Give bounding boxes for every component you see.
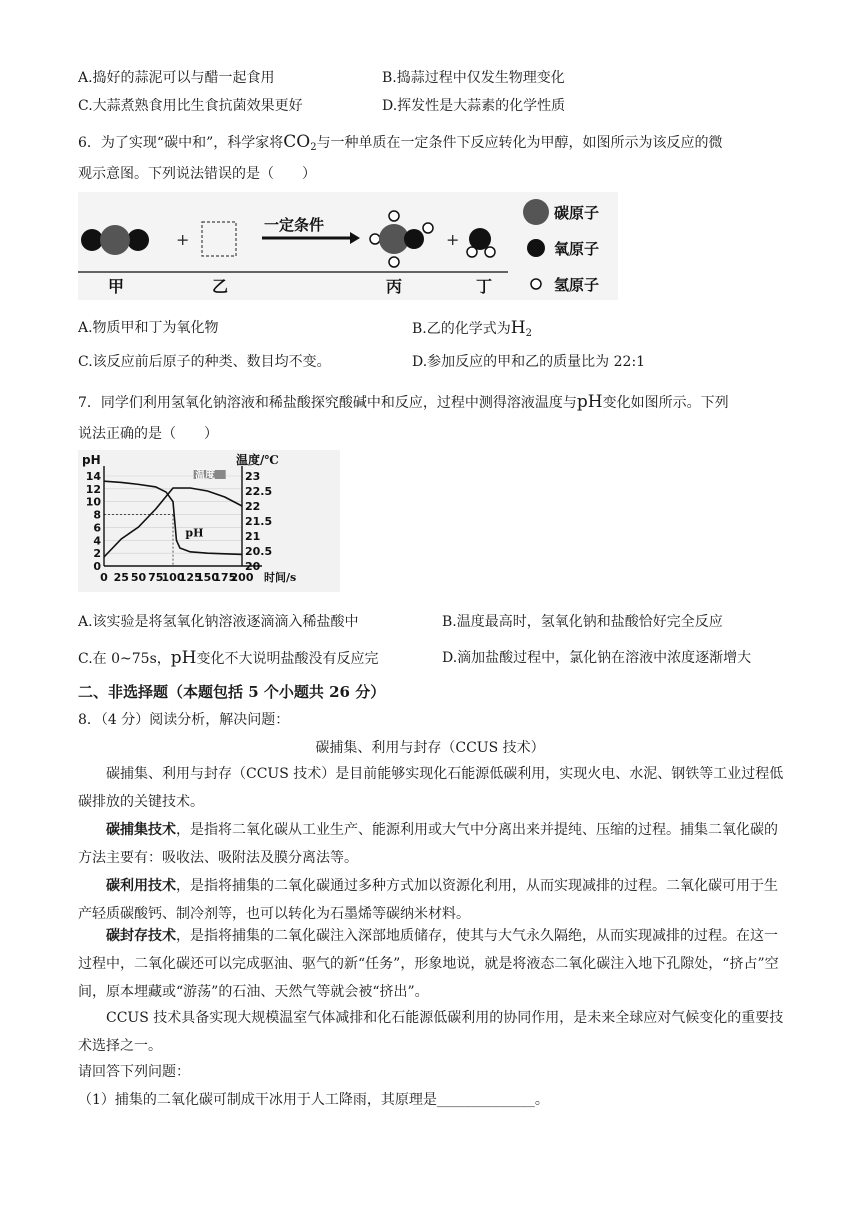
article-paragraph-3: 碳利用技术，是指将捕集的二氧化碳通过多种方式加以资源化利用，从而实现减排的过程。二氧化碳可用于生产轻质碳酸钙、制冷剂等，也可以转化为石墨烯等碳纳米材料。	[78, 878, 778, 922]
q7-option-d: D.滴加盐酸过程中，氯化钠在溶液中浓度逐渐增大	[442, 650, 752, 666]
x-tick-label: 75	[148, 571, 164, 584]
x-tick-label: 125	[178, 571, 202, 584]
y-left-tick-label: 12	[85, 482, 101, 496]
molecule-jia	[81, 225, 149, 255]
y-left-tick-label: 4	[93, 534, 101, 548]
label-jia: 甲	[108, 277, 125, 296]
y-right-axis-label: 温度/℃	[236, 453, 279, 467]
y-right-tick-label: 20.5	[245, 545, 273, 558]
q7-option-c: C.在 0~75s，pH变化不大说明盐酸没有反应完	[78, 648, 379, 668]
legend-carbon-icon	[523, 199, 549, 225]
q7-option-a: A.该实验是将氢氧化钠溶液逐滴滴入稀盐酸中	[78, 614, 359, 630]
x-tick-label: 50	[130, 571, 147, 584]
x-tick-label: 200	[230, 571, 254, 584]
label-bing: 丙	[386, 277, 403, 296]
x-tick-label: 175	[213, 571, 237, 584]
q6-stem	[78, 132, 723, 158]
q5-option-a: A.捣好的蒜泥可以与醋一起食用	[78, 70, 275, 86]
y-right-tick-label: 20	[245, 560, 261, 573]
x-tick-label: 100	[161, 571, 185, 584]
x-tick-label: 0	[100, 571, 108, 584]
q7-stem-line2: 说法正确的是（ ）	[78, 426, 218, 442]
y-left-tick-label: 0	[93, 560, 101, 573]
y-right-tick-label: 22.5	[245, 485, 273, 498]
temperature-series-label: 温度	[195, 470, 216, 481]
y-left-tick-label: 2	[93, 547, 101, 561]
plus-sign-1: +	[176, 230, 190, 249]
y-left-tick-label: 6	[93, 521, 101, 535]
ph-series-label: pH	[185, 526, 204, 540]
q6-option-b: B.乙的化学式为$H_2$	[412, 318, 532, 339]
q6-option-c: C.该反应前后原子的种类、数目均不变。	[78, 354, 331, 370]
q6-option-d: D.参加反应的甲和乙的质量比为 22:1	[412, 354, 646, 370]
x-axis-label: 时间/s	[264, 571, 297, 584]
section-title: 二、非选择题（本题包括 5 个小题共 26 分）	[78, 683, 386, 701]
article-paragraph-5: CCUS 技术具备实现大规模温室气体减排和化石能源低碳利用的协同作用，是未来全球应对气候变化的重要技术选择之一。	[78, 1010, 784, 1054]
legend-hydrogen-label: 氢原子	[554, 276, 600, 294]
y-left-axis-label: pH	[82, 453, 101, 467]
reaction-diagram	[78, 192, 618, 300]
q6-stem-line2: 观示意图。下列说法错误的是（ ）	[78, 166, 316, 182]
y-right-tick-label: 21	[245, 530, 261, 543]
q8-header: 8．（4 分）阅读分析，解决问题：	[78, 712, 290, 728]
y-left-tick-label: 14	[85, 470, 101, 483]
article-paragraph-4: 碳封存技术，是指将捕集的二氧化碳注入深部地质储存，使其与大气永久隔绝，从而实现减排的过程。在这一过程中，二氧化碳还可以完成驱油、驱气的新“任务”，形象地说，就是将液态二氧化碳注入地下孔隙处，“挤占”空间，原本埋藏或“游荡”的石油、天然气等就会被“挤出”。	[78, 928, 779, 1000]
legend-hydrogen-icon	[531, 279, 541, 289]
q8-subquestion-1: （1）捕集的二氧化碳可制成干冰用于人工降雨，其原理是______________。	[78, 1092, 549, 1108]
plus-sign-2: +	[446, 230, 460, 249]
x-tick-label: 25	[113, 571, 129, 584]
q5-option-d: D.挥发性是大蒜素的化学性质	[382, 98, 566, 114]
q6-co2: $CO_2$	[283, 132, 317, 153]
legend-oxygen-icon	[527, 239, 545, 257]
q7-option-b: B.温度最高时，氢氧化钠和盐酸恰好完全反应	[442, 614, 723, 630]
legend-carbon-label: 碳原子	[554, 204, 600, 222]
q6-option-a: A.物质甲和丁为氧化物	[78, 320, 219, 336]
answer-prompt: 请回答下列问题：	[78, 1064, 190, 1080]
y-right-tick-label: 22	[245, 500, 261, 513]
legend-oxygen-label: 氧原子	[554, 240, 600, 258]
y-right-tick-label: 23	[245, 470, 261, 483]
q5-option-b: B.捣蒜过程中仅发生物理变化	[382, 70, 565, 86]
arrow-label: 一定条件	[264, 216, 325, 234]
label-ding: 丁	[476, 277, 493, 296]
y-left-tick-label: 10	[85, 495, 101, 509]
q6-stem-post: 与一种单质在一定条件下反应转化为甲醇，如图所示为该反应的微	[316, 135, 723, 151]
q5-option-c: C.大蒜煮熟食用比生食抗菌效果更好	[78, 98, 303, 114]
label-yi: 乙	[212, 277, 229, 296]
q7-stem: 7．同学们利用氢氧化钠溶液和稀盐酸探究酸碱中和反应，过程中测得溶液温度与pH变化如图所示。下列	[78, 392, 729, 412]
y-left-tick-label: 8	[93, 508, 101, 522]
legend	[523, 199, 599, 294]
article-paragraph-2: 碳捕集技术，是指将二氧化碳从工业生产、能源利用或大气中分离出来并提纯、压缩的过程。捕集二氧化碳的方法主要有：吸收法、吸附法及膜分离法等。	[78, 822, 778, 866]
ph-temperature-chart	[78, 450, 340, 592]
x-tick-label: 150	[196, 571, 219, 584]
article-title: 碳捕集、利用与封存（CCUS 技术）	[315, 740, 545, 756]
q6-stem-pre: 6．为了实现“碳中和”，科学家将	[78, 135, 284, 151]
y-right-tick-label: 21.5	[245, 515, 273, 528]
article-paragraph-1: 碳捕集、利用与封存（CCUS 技术）是目前能够实现化石能源低碳利用，实现火电、水泥、钢铁等工业过程低碳排放的关键技术。	[78, 766, 784, 810]
